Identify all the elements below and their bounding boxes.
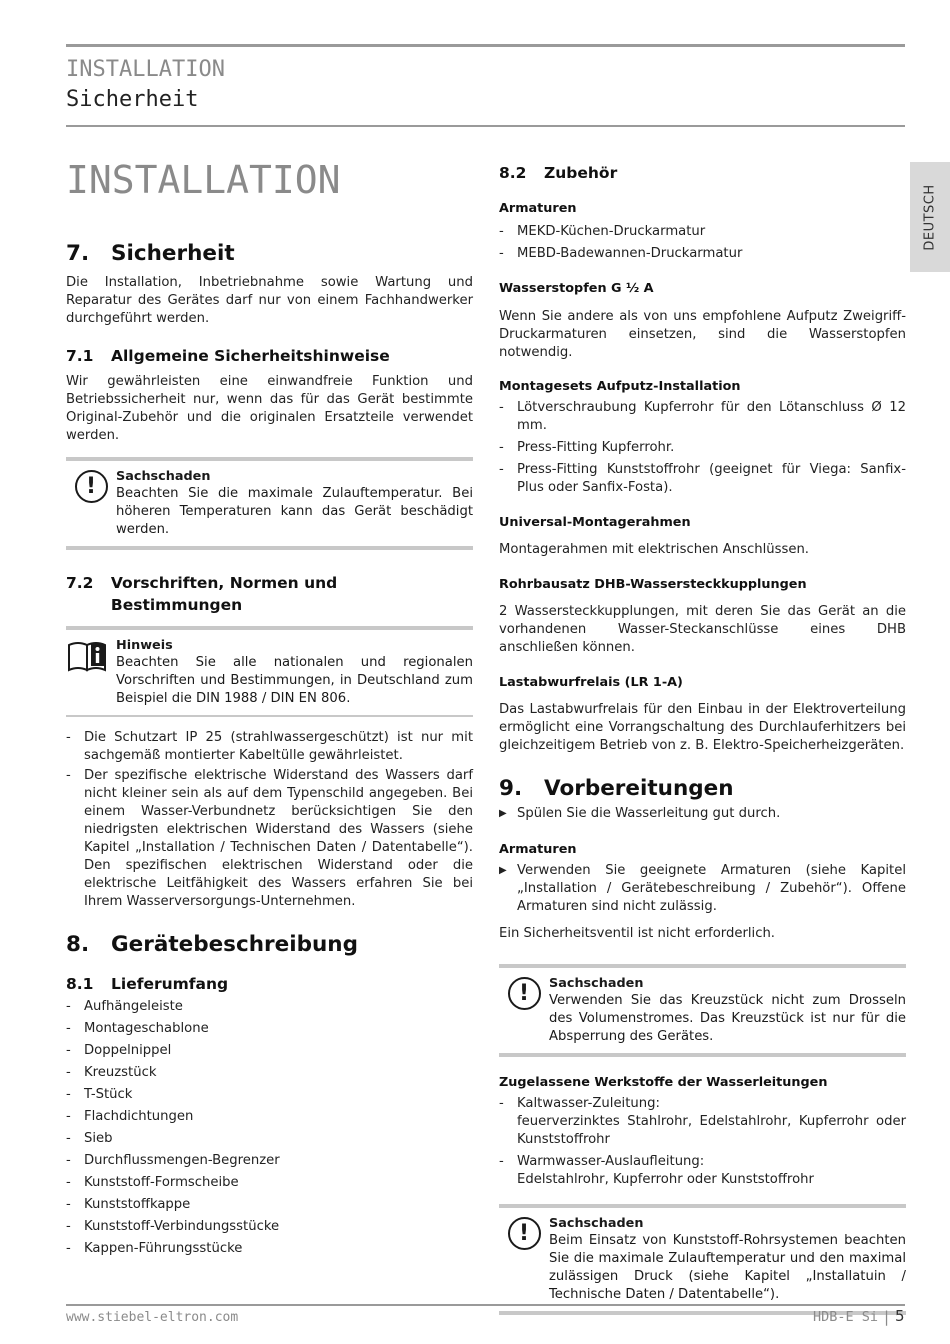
- heading-7-1: [66, 345, 473, 367]
- subheading-montagerahmen: Universal-Montagerahmen: [499, 515, 691, 530]
- heading-number: 8.2: [499, 164, 527, 182]
- page-title: INSTALLATION: [66, 158, 341, 202]
- list-item: - Sieb: [66, 1131, 113, 1146]
- list-montagesets: [499, 399, 906, 497]
- list-item: - Press-Fitting Kunststoffrohr (geeignet für Viega: Sanfix-Plus oder Sanfix-Fosta).: [499, 462, 906, 495]
- warning-box-2: [499, 964, 906, 1057]
- warning-text: Beim Einsatz von Kunststoff-Rohrsystemen beachten Sie die maximale Zulauftemperatur und den maximal zulässigen Druck (siehe Kapitel „Installatuin / Technische Daten / Datentabelle“).: [549, 1233, 906, 1302]
- list-8-1: [66, 996, 473, 1260]
- exclamation-icon: !: [508, 977, 541, 1010]
- footer-model: HDB-E Si: [813, 1309, 879, 1325]
- subheading-armaturen: Armaturen: [499, 201, 577, 216]
- list-item: - MEBD-Badewannen-Druckarmatur: [499, 246, 743, 261]
- heading-text: Vorschriften, Normen und Bestimmungen: [110, 574, 338, 614]
- warning-box-3: [499, 1204, 906, 1315]
- heading-number: 7.: [66, 241, 90, 266]
- list-7-2: [66, 729, 473, 911]
- list-item: - Kappen-Führungsstücke: [66, 1241, 243, 1256]
- heading-number: 8.: [66, 932, 90, 957]
- paragraph-rohrbausatz: 2 Wassersteckkupplungen, mit deren Sie das Gerät an die vorhandenen Wasser-Steckanschlüsse eines DHB anschließen können.: [499, 604, 906, 655]
- list-item: - Flachdichtungen: [66, 1109, 194, 1124]
- list-item: - Der spezifische elektrische Widerstand des Wassers darf nicht kleiner sein als auf dem Typenschild angegeben. Bei einem Wasser-Verbundnetz berücksichtigen Sie den niedrigsten elektrischen Widerstand des Wassers (siehe Kapitel „Installation / Technischen Daten / Datentabelle“). Den spezifischen elektrischen Widerstand oder die elektrische Leitfähigkeit des Wassers erfahren Sie bei Ihrem Wasserversorgungs-Unternehmen.: [66, 768, 473, 909]
- heading-text: Lieferumfang: [111, 975, 229, 993]
- heading-7-2: [66, 572, 473, 616]
- subheading-wasserstopfen: Wasserstopfen G ½ A: [499, 281, 654, 296]
- footer-separator: |: [884, 1308, 890, 1326]
- list-item: - Kaltwasser-Zuleitung: feuerverzinktes Stahlrohr, Edelstahlrohr, Kupferrohr oder Kunststoffrohr: [499, 1096, 906, 1147]
- arrow-icon: ▶: [499, 808, 507, 819]
- list-item: - Kunststoff-Formscheibe: [66, 1175, 239, 1190]
- heading-text: Vorbereitungen: [544, 776, 734, 801]
- heading-text: Gerätebeschreibung: [111, 932, 358, 957]
- warning-title: Sachschaden: [549, 1216, 644, 1231]
- book-info-icon: [66, 639, 108, 673]
- warning-title: Sachschaden: [549, 976, 644, 991]
- warning-text: Verwenden Sie das Kreuzstück nicht zum Drosseln des Volumenstromes. Das Kreuzstück ist nur für die Absperrung des Gerätes.: [549, 993, 906, 1044]
- heading-text: Sicherheit: [111, 241, 235, 266]
- exclamation-icon: !: [508, 1217, 541, 1250]
- heading-9: [499, 775, 906, 803]
- language-tab: [910, 162, 950, 272]
- warning-box-1: [66, 457, 473, 550]
- paragraph-7-1: Wir gewährleisten eine einwandfreie Funktion und Betriebssicherheit nur, wenn das für das Gerät bestimmte Original-Zubehör und die originalen Ersatzteile verwendet werden.: [66, 374, 473, 443]
- subheading-werkstoffe: Zugelassene Werkstoffe der Wasserleitungen: [499, 1075, 828, 1090]
- subheading-lastabwurfrelais: Lastabwurfrelais (LR 1-A): [499, 675, 683, 690]
- heading-number: 9.: [499, 776, 523, 801]
- list-item: - Kunststoff-Verbindungsstücke: [66, 1219, 280, 1234]
- heading-7: [66, 240, 473, 268]
- step-list-9: [499, 805, 906, 823]
- note-box: [66, 626, 473, 717]
- language-tab-label: DEUTSCH: [922, 183, 938, 251]
- list-item: - Press-Fitting Kupferrohr.: [499, 440, 675, 455]
- heading-number: 7.2: [66, 574, 94, 592]
- note-title: Hinweis: [116, 638, 173, 653]
- list-item: - Die Schutzart IP 25 (strahlwassergeschützt) ist nur mit sachgemäß montierter Kabeltülle gewährleistet.: [66, 730, 473, 763]
- heading-number: 7.1: [66, 347, 94, 365]
- subheading-rohrbausatz: Rohrbausatz DHB-Wassersteckkupplungen: [499, 577, 807, 592]
- list-werkstoffe: [499, 1095, 906, 1189]
- list-item: - T-Stück: [66, 1087, 133, 1102]
- top-rule: [66, 44, 905, 47]
- warning-text: Beachten Sie die maximale Zulauftemperatur. Bei höheren Temperaturen kann das Gerät beschädigt werden.: [116, 486, 473, 537]
- paragraph-wasserstopfen: Wenn Sie andere als von uns empfohlene Aufputz Zweigriff-Druckarmaturen einsetzen, sind die Wasserstopfen notwendig.: [499, 309, 906, 360]
- list-armaturen: [499, 221, 906, 265]
- heading-8: [66, 931, 473, 959]
- warning-title: Sachschaden: [116, 469, 211, 484]
- subheading-montagesets: Montagesets Aufputz-Installation: [499, 379, 741, 394]
- paragraph-sicherheitsventil: Ein Sicherheitsventil ist nicht erforderlich.: [499, 926, 775, 941]
- arrow-icon: ▶: [499, 865, 507, 876]
- step-item: ▶ Verwenden Sie geeignete Armaturen (siehe Kapitel „Installation / Gerätebeschreibung / Zubehör“). Offene Armaturen sind nicht zulässig.: [499, 863, 906, 914]
- paragraph-7: Die Installation, Inbetriebnahme sowie Wartung und Reparatur des Gerätes darf nur von einem Fachhandwerker durchgeführt werden.: [66, 275, 473, 326]
- heading-text: Zubehör: [544, 164, 618, 182]
- list-item: - Aufhängeleiste: [66, 999, 183, 1014]
- heading-8-2: [499, 162, 906, 184]
- paragraph-lastabwurfrelais: Das Lastabwurfrelais für den Einbau in der Elektroverteilung ermöglicht eine Vorrangschaltung des Durchlauferhitzers bei gleichzeitigem Betrieb von z. B. Elektro-Speicherheizgeräten.: [499, 702, 906, 753]
- footer-url: www.stiebel-eltron.com: [66, 1310, 239, 1325]
- heading-8-1: [66, 973, 473, 995]
- list-item: - Doppelnippel: [66, 1043, 172, 1058]
- footer-rule: [66, 1304, 905, 1306]
- list-item: - Kreuzstück: [66, 1065, 157, 1080]
- heading-text: Allgemeine Sicherheitshinweise: [111, 347, 390, 365]
- list-item: - Montageschablone: [66, 1021, 209, 1036]
- header-rule: [66, 125, 905, 127]
- list-item: - Lötverschraubung Kupferrohr für den Lötanschluss Ø 12 mm.: [499, 400, 906, 433]
- left-column: [66, 140, 473, 1260]
- heading-number: 8.1: [66, 975, 94, 993]
- step-list-armaturen: [499, 862, 906, 916]
- note-text: Beachten Sie alle nationalen und regionalen Vorschriften und Bestimmungen, in Deutschland zum Beispiel die DIN 1988 / DIN EN 806.: [116, 655, 473, 706]
- page-number: 5: [895, 1307, 905, 1325]
- list-item: - Warmwasser-Auslaufleitung: Edelstahlrohr, Kupferrohr oder Kunststoffrohr: [499, 1154, 814, 1187]
- exclamation-icon: !: [75, 470, 108, 503]
- header-chapter: INSTALLATION: [66, 57, 225, 82]
- list-item: - Kunststoffkappe: [66, 1197, 191, 1212]
- paragraph-montagerahmen: Montagerahmen mit elektrischen Anschlüssen.: [499, 542, 809, 557]
- header-section: Sicherheit: [66, 87, 199, 112]
- list-item: - Durchflussmengen-Begrenzer: [66, 1153, 280, 1168]
- list-item: - MEKD-Küchen-Druckarmatur: [499, 224, 706, 239]
- right-column: [499, 162, 906, 1315]
- subheading-armaturen-2: Armaturen: [499, 842, 577, 857]
- step-item: ▶ Spülen Sie die Wasserleitung gut durch.: [499, 806, 781, 821]
